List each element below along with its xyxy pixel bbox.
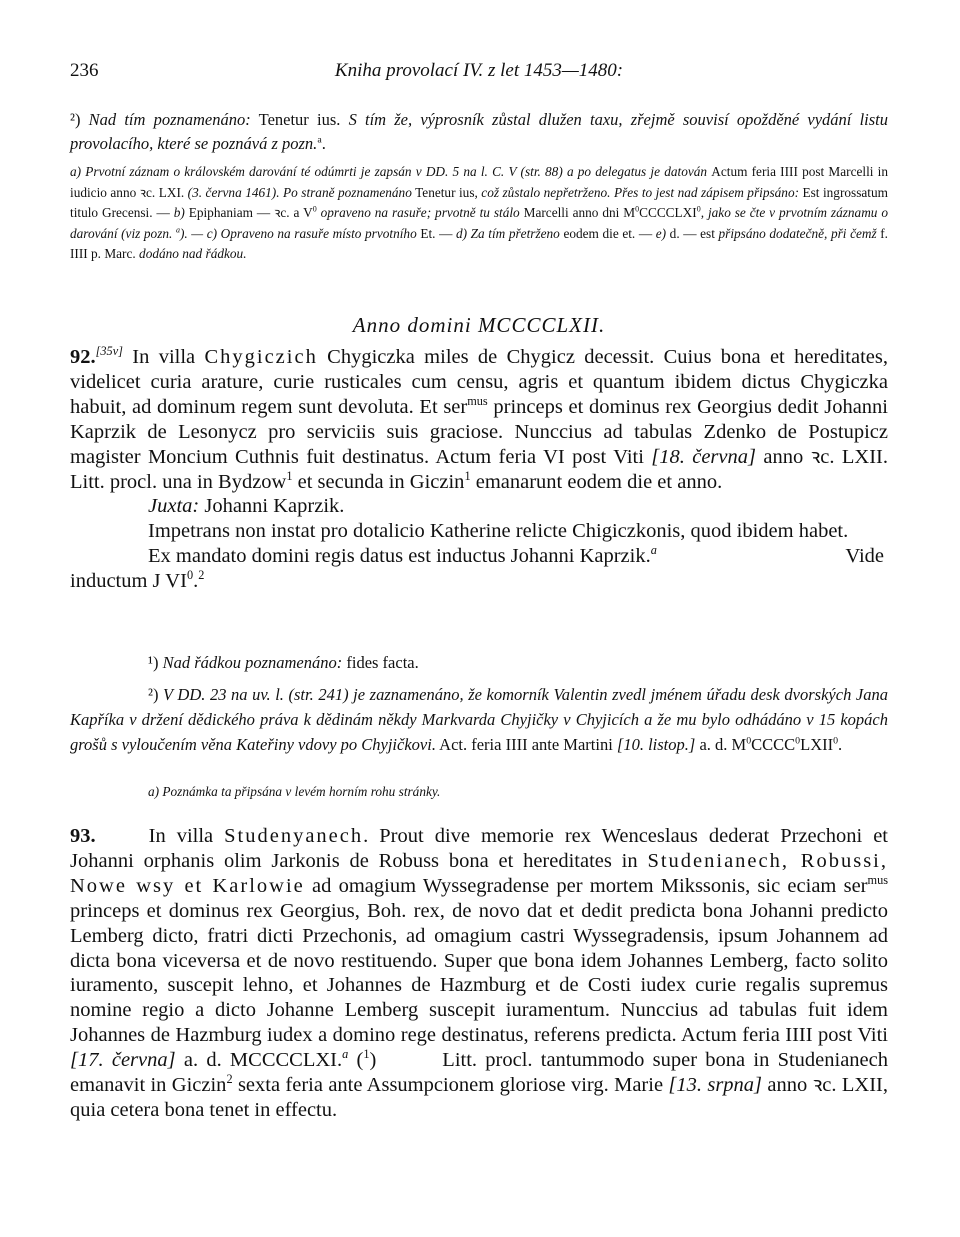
note-text: . [838, 735, 843, 754]
folio-mark: [35v] [95, 344, 123, 359]
entry-92-paragraph-3 [70, 544, 888, 569]
date-note: [17. června] [70, 1049, 176, 1072]
vide-text: Vide [845, 545, 884, 568]
entry-number: 92. [70, 346, 96, 368]
entry-number: 93. [70, 825, 96, 847]
note-text: fides facta. [342, 653, 419, 672]
entry-92-paragraph-4 [70, 569, 888, 594]
sup: a [342, 1047, 349, 1062]
footnote-mark-a: a) [70, 164, 82, 179]
place-name: Chygiczich [204, 346, 318, 368]
footnote-e-text: dodáno nad řádkou. [135, 246, 247, 262]
entry-text: In villa [122, 346, 205, 368]
note-2 [70, 682, 888, 757]
entry-text: Ex mandato domini regis datus est inductus Johanni Kaprzik. [148, 545, 651, 568]
juxta-label: Juxta: [148, 495, 200, 518]
juxta-text: Johanni Kaprzik. [199, 495, 345, 518]
footnote-e-latin: d. — [666, 225, 701, 241]
footnote-a-text: je datován [646, 164, 712, 179]
sup: 0 [696, 204, 701, 214]
note-text: Tenetur ius. [250, 110, 349, 129]
page-header [70, 60, 888, 84]
footnote-b-latin: Marcelli anno dni M [519, 205, 636, 221]
entry-text: ( [348, 1049, 364, 1072]
dash: — [152, 205, 174, 221]
footnote-c-text: Opraveno na rasuře místo prvotního [217, 225, 417, 241]
note-text: LXII [800, 735, 834, 754]
entry-text: anno ꝛc. LXII, quia cetera bona tenet in effectu. [70, 1074, 888, 1121]
page-number: 236 [70, 60, 99, 81]
note-text-italic: Nad řádkou poznamenáno: [158, 653, 343, 672]
sup: mus [867, 872, 889, 887]
entry-text: anno ꝛc. LXII. Litt. procl. una in Bydzow [70, 445, 888, 493]
note-text-italic: V DD. 23 na uv. l. (str. 241) je zaznamenáno, že komorník Valentin zvedl jménem úřadu desk dvorských Jana Kapříka v držení dědického práva k dědinám někdy Markvarda Chyjičky v Chyjicích a že mu bylo odhádáno v 15 kopách grošů s vyloučením věna Kateřiny vdovy po Chyjičkovi. [70, 685, 888, 754]
entry-92-paragraph-2: Impetrans non instat pro dotalicio Katherine relicte Chigiczkonis, quod ibidem habet. [148, 520, 849, 543]
sup: mus [467, 393, 488, 408]
footnote-mark-b: b) [173, 205, 185, 221]
sup: a [175, 225, 180, 235]
section-heading: Anno domini MCCCCLXII. [352, 313, 606, 337]
footnote-e-latin: f. IIII p. Marc. [70, 225, 889, 262]
footnote-a-text: (3. června 1461). Po straně poznamenáno [184, 184, 412, 200]
footnote-mark-a: a) [148, 784, 160, 799]
entry-text: ad omagium Wyssegradense per mortem Mikssonis, sic eciam ser [304, 874, 868, 897]
footnotes-a-e [70, 162, 888, 265]
footnote-mark-d: d) [455, 225, 468, 241]
note-1 [70, 650, 888, 675]
sup: 0 [746, 735, 752, 747]
sup: a [650, 543, 657, 558]
entry-text: inductum J VI [70, 570, 187, 593]
entry-text: emanarunt eodem die et anno. [470, 470, 723, 493]
sup: 2 [226, 1072, 233, 1087]
entry-text: Chygiczka miles de Chygicz decessit. Cuius bona et hereditates, videlicet curia arature, curie rusticales cum censu, agris et quantum ibidem dictus Chygiczka habuit, ad dominum regem sunt devoluta. Et ser [70, 346, 888, 418]
sup: 1 [286, 468, 293, 483]
note-mark: ¹) [148, 653, 159, 672]
place-names: Studenianech, Robussi, Nowe wsy et Karlowie [70, 849, 889, 897]
sup: 0 [635, 204, 640, 214]
footnote-b-text: opraveno na rasuře; prvotně tu stálo [316, 205, 520, 221]
entry-text: et secunda in Giczin [292, 470, 465, 493]
note-mark: ²) [70, 110, 81, 129]
note-text-italic: S tím že, výprosník zůstal dlužen taxu, zřejmě souvisí opožděné vydání listu provolacího, které se poznává z pozn. [70, 110, 888, 153]
footnote-d-text: Za tím přetrženo [467, 225, 560, 241]
sup: 0 [833, 735, 839, 747]
sup: 0 [186, 568, 194, 583]
entry-text: . Prout dive memorie rex Wenceslaus dederat Przechoni et Johanni orphanis olim Jarkonis de Robuss bona et hereditates in [70, 825, 888, 872]
entry-92 [70, 345, 888, 594]
running-title: Kniha provolací IV. z let 1453—1480: [334, 60, 624, 81]
entry-text: ) Litt. procl. tantummodo super bona in Studenianech emanavit in Giczin [70, 1049, 894, 1097]
footnote-d-latin: eodem die et. — [559, 225, 656, 241]
date-note: [18. června] [651, 445, 756, 468]
entry-text: In villa [137, 825, 225, 847]
note-text: CCCC [751, 735, 796, 754]
footnote-b-latin: Epiphaniam — ꝛc. a V [184, 205, 313, 221]
footnote-b-text: ). — [179, 225, 207, 241]
entry-92-paragraph-1 [70, 345, 888, 494]
juxta-line [70, 494, 888, 519]
date-note: [10. listop.] [616, 735, 696, 754]
sup: 0 [795, 735, 801, 747]
note-end: . [321, 134, 326, 153]
footnote-b-latin: CCCCLXI [639, 205, 697, 221]
entry-text: sexta feria ante Assumpcionem gloriose virg. Marie [232, 1074, 669, 1097]
entry-text: princeps et dominus rex Georgius dedit Johanni Kaprzik de Lesonycz pro serviciis suis graciose. Nunccius ad tabulas Zdenko de Postupicz magister Moncium Cuthnis fuit destinatus. Actum feria VI post Viti [70, 395, 888, 468]
footnote-92-a [70, 782, 960, 802]
footnote-a-latin: Est ingrossatum titulo Grecensi. [70, 184, 888, 221]
notes-92 [70, 650, 888, 757]
footnote-e-latin: est [700, 225, 715, 241]
entry-text: a. d. MCCCCLXI. [175, 1049, 343, 1072]
sup: 2 [198, 568, 205, 583]
footnote-a-latin: Tenetur ius, [415, 184, 478, 200]
footnote-e-text: připsáno dodatečně, při čemž [714, 225, 877, 241]
sup: 1 [363, 1047, 370, 1062]
entry-93-paragraph [70, 824, 894, 1123]
entry-93 [70, 824, 894, 1123]
entry-text: princeps et dominus rex Georgius, Boh. rex, de novo dat et dedit predicta bona Johanni predicto Lemberg dicto, fratri dicti Przechonis, ad omagium castri Wyssegradensis, ipsum Johannem ad dicta bona viceversa et de novo restituendo. Super que bona idem Johannes Lemberg, facto solito iuramento, suscepit lehno, et Johannes de Hazmburg et de Costi iudex curie regalis supremus nomine regio a dicto Johanne Lemberg suscepit iuramentum. Nunccius ad tabulas fuit idem Johannes de Hazmburg iudex a domino rege destinatus, referens predicta. Actum feria IIII post Viti [70, 899, 888, 1047]
date-note: [13. srpna] [668, 1074, 763, 1097]
note-text: Act. feria IIII ante Martini [435, 735, 617, 754]
sup: 0 [312, 204, 317, 214]
note-mark: ²) [148, 685, 159, 704]
footnote-mark-e: e) [655, 225, 667, 241]
footnote-b-text: , jako se čte v prvotním záznamu o darování (viz pozn. [70, 205, 889, 241]
footnote-text: Poznámka ta připsána v levém horním rohu stránky. [159, 784, 441, 799]
place-name: Studenyanech [224, 825, 364, 847]
footnote-a-text: což zůstalo nepřetrženo. Přes to jest nad zápisem připsáno: [477, 184, 800, 200]
note-text-italic: Nad tím poznamenáno: [88, 110, 251, 129]
note-sup: a [317, 134, 322, 146]
footnote-a-latin: Actum feria IIII post Marcelli in iudicio anno ꝛc. LXI. [70, 164, 888, 200]
note-text: a. d. M [695, 735, 747, 754]
footnote-a-text: Prvotní záznam o královském darování té odúmrti je zapsán v DD. 5 na l. C. V (str. 88) a po delegatus [85, 164, 647, 179]
entry-text: . [193, 570, 199, 593]
note-2-continued [70, 108, 888, 156]
sup: 1 [464, 468, 471, 483]
footnote-mark-c: c) [206, 225, 218, 241]
footnote-c-latin: Et. — [416, 225, 456, 241]
